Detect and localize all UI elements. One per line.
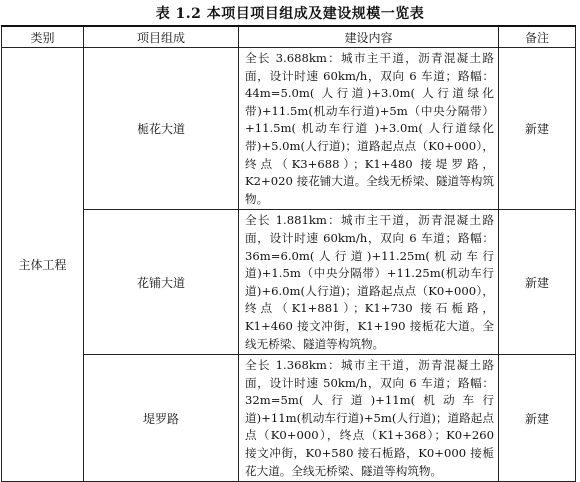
table-row: [2, 48, 576, 210]
header-category: 类别: [2, 26, 84, 48]
table-row: [2, 355, 576, 482]
header-item: 项目组成: [84, 26, 239, 48]
note-cell: 新建: [499, 210, 576, 355]
content-cell: [239, 210, 499, 355]
content-cell: [239, 355, 499, 482]
header-content: 建设内容: [239, 26, 499, 48]
table-header-row: [2, 26, 576, 48]
note-cell: 新建: [499, 48, 576, 210]
content-text: 全长 1.368km：城市主干道，沥青混凝土路面，设计时速 50km/h，双向 6 车道；路幅：32m=5m(人行道)+11m(机动车行道)+11m(机动车行道)+5m(人行道)；道路起点点（K0+000），终点（K1+368）；K0+260 接文冲街，K0+580 接石栀路，K0+000 接栀花大道。全线无桥梁、隧道等构筑物。: [245, 358, 494, 478]
table-row: [2, 210, 576, 355]
table-caption: 表 1.2 本项目项目组成及建设规模一览表: [155, 6, 425, 22]
category-cell: 主体工程: [2, 48, 84, 482]
content-text: 全长 1.881km：城市主干道，沥青混凝土路面，设计时速 60km/h，双向 6 车道；路幅：36m=6.0m(人行道)+11.25m(机动车行道)+1.5m（中央分隔带）+11.25m(机动车行道)+6.0m(人行道)；道路起点点（K0+000），终点（K1+881）；K1+730 接石栀路，K1+460 接文冲街，K1+190 接栀花大道。全线无桥梁、隧道等构筑物。: [245, 213, 494, 351]
item-cell: 堤罗路: [84, 355, 239, 482]
project-composition-table: [1, 25, 576, 482]
content-text: 全长 3.688km：城市主干道，沥青混凝土路面，设计时速 60km/h，双向 6 车道；路幅：44m=5.0m( 人行道)+3.0m( 人行道绿化带)+11.5m(机动车行道)+5m（中央分隔带）+11.5m( 机动车行道 )+3.0m( 人行道绿化带)+5.0m(人行道)；道路起点点（K0+000），终点（K3+688）；K1+480 接堤罗路，K2+020 接花铺大道。全线无桥梁、隧道等构筑物。: [245, 51, 494, 206]
item-cell: 花铺大道: [84, 210, 239, 355]
content-cell: [239, 48, 499, 210]
header-note: 备注: [499, 26, 576, 48]
item-cell: 栀花大道: [84, 48, 239, 210]
note-cell: 新建: [499, 355, 576, 482]
